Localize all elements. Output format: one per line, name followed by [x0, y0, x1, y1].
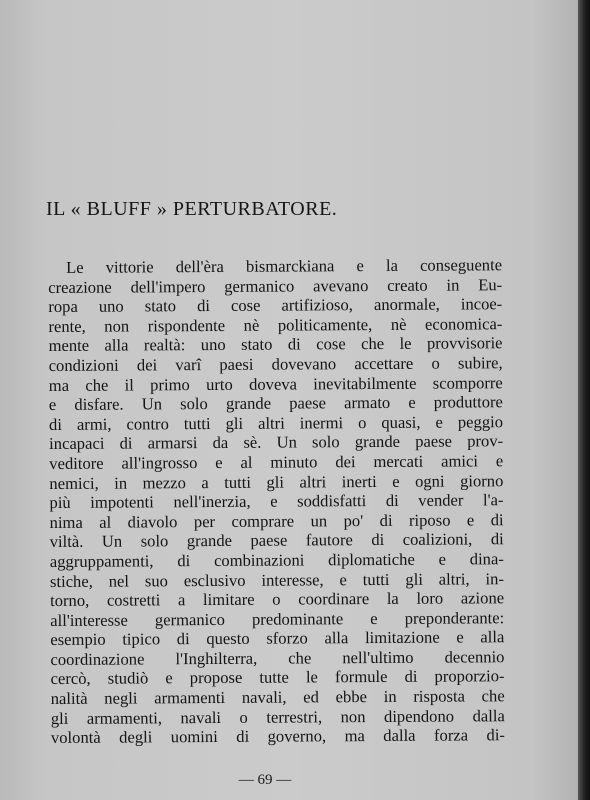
text-line: Le vittorie dell'èra bismarckiana e la conseguente: [65, 255, 503, 277]
text-line: viltà. Un solo grande paese fautore di coalizioni, di: [49, 529, 504, 552]
chapter-title: IL « BLUFF » PERTURBATORE.: [46, 198, 338, 220]
text-line: ma che il primo urto doveva inevitabilmente scomporre: [48, 372, 503, 395]
text-line: volontà degli uomini di governo, ma dalla forza di-: [50, 725, 505, 748]
text-line: nima al diavolo per comprare un po' di riposo e di: [49, 509, 504, 532]
text-line: cercò, studiò e propose tutte le formule di proporzio-: [50, 666, 505, 689]
text-line: coordinazione l'Inghilterra, che nell'ultimo decennio: [50, 647, 505, 669]
text-line: all'interesse germanico predominante e preponderante:: [50, 607, 505, 630]
text-line: torno, costretti a limitare o coordinare la loro azione: [50, 588, 505, 611]
text-line: aggruppamenti, di combinazioni diplomatiche e dina-: [49, 549, 504, 571]
text-line: veditore all'ingrosso e al minuto dei mercati amici e: [49, 451, 504, 473]
page-number: — 69 —: [238, 772, 292, 788]
book-edge-shadow: [578, 0, 590, 800]
text-line: più impotenti nell'inerzia, e soddisfatti di vender l'a-: [49, 490, 504, 513]
body-text: [48, 255, 505, 748]
text-line: ropa uno stato di cose artifizioso, anormale, incoe-: [48, 294, 503, 317]
text-line: nemici, in mezzo a tutti gli altri inerti e ogni giorno: [49, 470, 504, 493]
text-line: e disfare. Un solo grande paese armato e produttore: [48, 392, 503, 415]
text-line: incapaci di armarsi da sè. Un solo grande paese prov-: [49, 431, 504, 454]
text-line: condizioni dei varî paesi dovevano accettare o subire,: [48, 353, 503, 375]
text-line: nalità negli armamenti navali, ed ebbe in risposta che: [50, 686, 505, 709]
text-line: gli armamenti, navali o terrestri, non dipendono dalla: [50, 705, 505, 728]
text-line: mente alla realtà: uno stato di cose che le provvisorie: [48, 333, 503, 356]
text-line: creazione dell'impero germanico avevano creato in Eu-: [48, 274, 503, 297]
text-line: rente, non rispondente nè politicamente, nè economica-: [48, 314, 503, 336]
text-line: di armi, contro tutti gli altri inermi o quasi, e peggio: [48, 411, 504, 434]
text-line: stiche, nel suo esclusivo interesse, e tutti gli altri, in-: [49, 568, 505, 591]
text-line: esempio tipico di questo sforzo alla limitazione e alla: [50, 627, 505, 650]
